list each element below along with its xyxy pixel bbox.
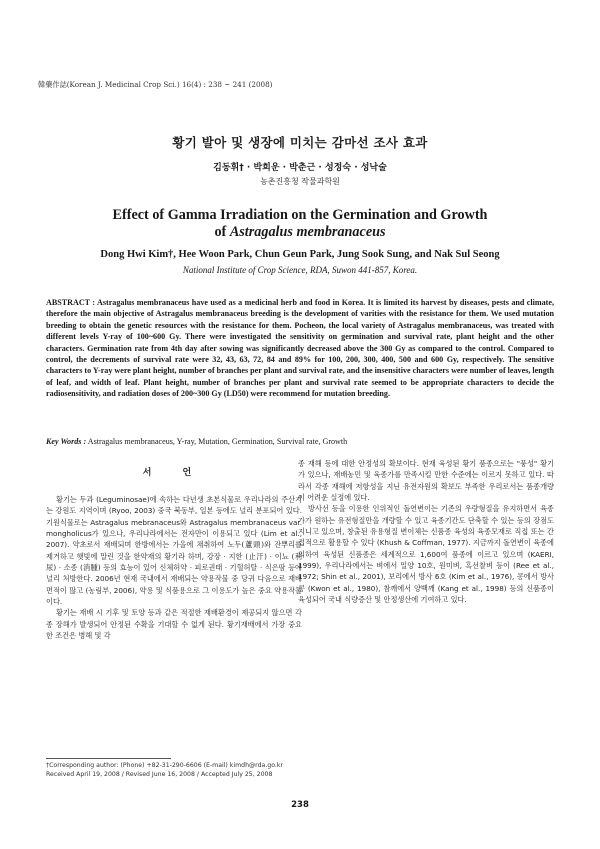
footnote-dates: Received April 19, 2008 / Revised June 16, 2008 / Accepted July 25, 2008 — [46, 771, 273, 778]
abstract-text: Astragalus membranaceus have used as a medicinal herb and food in Korea. It is limited its harvest by diseases, pests and climate, therefore the main objective of Astragalus membranaceus breeding is the development of varities with the resistance for them. We used mutation breeding to obtain the genetic resources with the resistance for them. Pocheon, the local variety of Astragalus membranaceus, was treated with different levels Y-ray of 100~600 Gy. There were investigated the sensitivity on germination and survival rate, plant height and the other characters. Germination rate from 4th day after sowing was significantly decreased above the 300 Gy as compared to the control. Compared to control, the decrements of survival rate were 32, 43, 63, 72, 84 and 89% for 100, 200, 300, 400, 500 and 600 Gy, respectively. The sensitive characters to Y-ray were plant height, number of branches per plant and survival rate, and the insensitive characters were number of leaves, length of leaf, and width of leaf. Plant height, number of branches per plant and survival rate seemed to be appropriate characters to decide the radiosensitivity, and radiation doses of 200~300 Gy (LD50) were recommend for mutation breeding. — [46, 298, 554, 399]
english-authors: Dong Hwi Kim†, Hee Woon Park, Chun Geun Park, Jung Sook Sung, and Nak Sul Seong — [100, 249, 500, 260]
abstract — [46, 297, 554, 400]
keywords-text: Astragalus membranaceus, Y-ray, Mutation, Germination, Survival rate, Growth — [86, 437, 348, 446]
keywords-label: Key Words : — [46, 437, 87, 446]
body-left-column — [46, 468, 302, 641]
abstract-label: ABSTRACT : — [46, 298, 96, 307]
paragraph: 황기는 재배 시 기후 및 토양 등과 같은 적절한 재배환경이 제공되지 않으면 각종 장해가 발생되어 안정된 수확을 기대할 수 없게 된다. 황기재배에서 가장 중요한 조건은 병해 및 각 — [46, 608, 302, 641]
body-right-column — [298, 458, 554, 605]
english-title-line2 — [0, 224, 600, 241]
english-title-line1: Effect of Gamma Irradiation on the Germination and Growth — [112, 207, 488, 223]
english-title-prefix: of — [214, 224, 230, 240]
footnote-divider — [46, 758, 171, 759]
paragraph: 방사선 등을 이용한 인위적인 돌연변이는 기존의 우량형질을 유지하면서 육종가가 원하는 유전형질만을 개량할 수 있고 육종기간도 단축할 수 있는 등의 장점도 지니고 있으며, 창출된 유용형질 변이체는 신품종 육성의 육종모재로 직접 또는 간접적으로 활용할 수 있다 (Khush & Coffman, 1977). 지금까지 돌연변이 육종에 의하여 육성된 신품종은 세계적으로 1,600여 품종에 이르고 있으며 (KAERI, 1999), 우리나라에서는 벼에서 밀양 10호, 원미벼, 흑선찰벼 등이 (Ree et al., 1972; Shin et al., 2001), 보리에서 방사 6호 (Kim et al., 1976), 콩에서 방사콩 (Kwon et al., 1980), 참깨에서 양백깨 (Kang et al., 1998) 등의 신품종이 육성되어 국내 식량증산 및 안정생산에 기여하고 있다. — [298, 504, 554, 605]
english-title-species: Astragalus membranaceus — [229, 224, 386, 240]
section-heading: 서 언 — [142, 468, 206, 478]
footnote — [46, 761, 283, 779]
paragraph: 황기는 두과 (Leguminosae)에 속하는 다년생 초본식물로 우리나라의 주산지는 강원도 지역이며 (Ryoo, 2003) 중국 북동부, 일본 등에도 널리 분포되어 있다. 기원식물로는 Astragalus mebranaceus와 Astragalus membranaceus var. mongholicus가 있으나, 우리나라에서는 전자만이 이용되고 있다 (Lim et al., 2007). 약초로서 재배되며 한방에서는 가을에 채취하여 노두(蘆頭)와 잔뿌리를 제거하고 햇빛에 말린 것을 한약재의 황기라 하며, 강장 · 지한 (止汗) · 이뇨 (利尿) · 소종 (消腫) 등의 효능이 있어 신체허약 · 피로권태 · 기혈허탈 · 식은땀 등에 널리 처방한다. 2006년 현재 국내에서 재배되는 약용작물 중 당귀 다음으로 재배면적이 많고 (농림부, 2006), 약용 및 식품용으로 그 이용도가 높은 중요 약용작물이다. — [46, 495, 302, 607]
korean-authors: 김동휘† · 박희운 · 박춘근 · 성정숙 · 성낙술 — [213, 163, 387, 173]
paragraph: 종 재해 등에 대한 안정성의 확보이다. 현재 육성된 황기 품종으로는 "풍성" 황기가 있으나, 재배농민 및 육종가를 만족시킬 만한 수준에는 이르지 못하고 있다. 따라서 각종 재해에 저항성을 지닌 유전자원의 확보도 부족한 우리로서는 품종개량이 어려운 실정에 있다. — [298, 459, 554, 503]
english-affiliation: National Institute of Crop Science, RDA, Suwon 441-857, Korea. — [182, 265, 418, 275]
footnote-corresponding: †Corresponding author: (Phone) +82-31-290-6606 (E-mail) kimdh@rda.go.kr — [46, 762, 283, 769]
keywords — [46, 437, 554, 446]
korean-affiliation: 농촌진흥청 작물과학원 — [260, 177, 340, 186]
korean-title: 황기 발아 및 생장에 미치는 감마선 조사 효과 — [172, 135, 428, 150]
journal-citation: 韓藥作誌(Korean J. Medicinal Crop Sci.) 16(4) : 238 ~ 241 (2008) — [38, 80, 273, 89]
english-title — [0, 207, 600, 241]
page-number: 238 — [291, 800, 309, 810]
